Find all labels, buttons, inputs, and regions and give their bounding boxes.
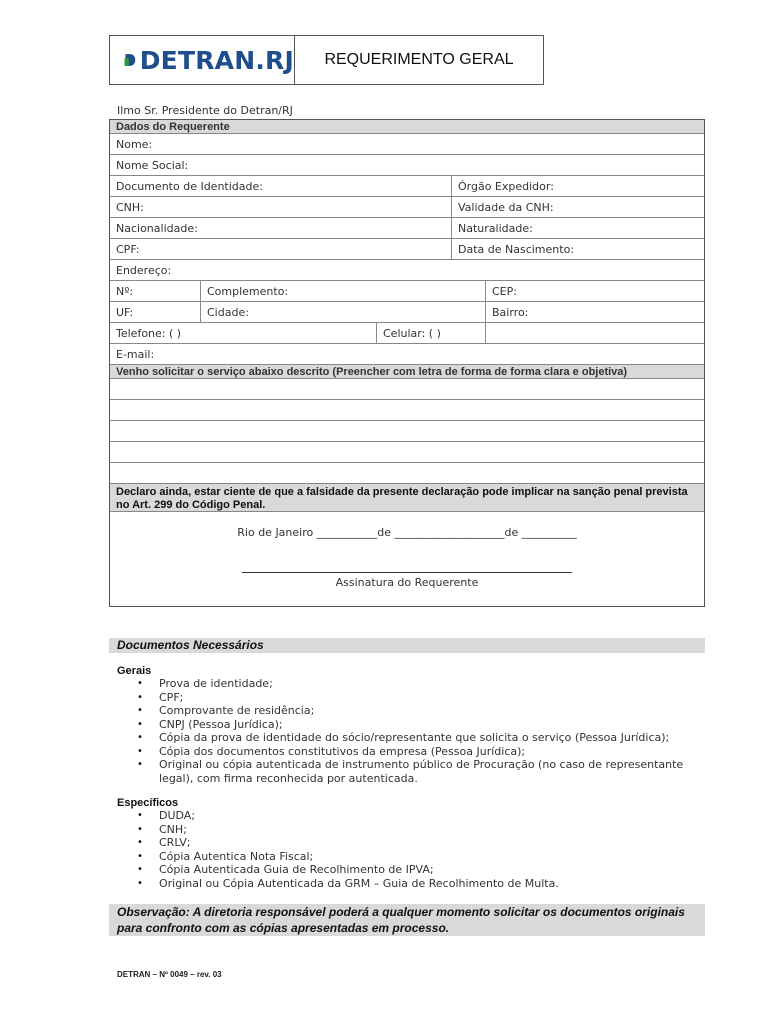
- list-item: [117, 704, 697, 718]
- observacao-text: Observação: A diretoria responsável poderá a qualquer momento solicitar os documentos originais para confronto com as cópias apresentadas em processo.: [117, 905, 685, 935]
- servico-line-2[interactable]: [110, 400, 704, 421]
- footer-code: DETRAN – Nº 0049 – rev. 03: [117, 970, 222, 979]
- row-cpf: [110, 239, 704, 260]
- cep-field[interactable]: CEP:: [485, 281, 704, 301]
- detran-logo-icon: [124, 47, 136, 73]
- servico-line-4[interactable]: [110, 442, 704, 463]
- row-nome-social: [110, 155, 704, 176]
- bullet-icon: •: [137, 877, 143, 889]
- nome-social-field[interactable]: Nome Social:: [116, 158, 189, 172]
- list-item-text: CNH;: [159, 822, 187, 836]
- list-item-text: Original ou cópia autenticada de instrumento público de Procuração (no caso de representante legal), com firma reconhecida por autenticada.: [159, 758, 684, 785]
- list-item-text: CNPJ (Pessoa Jurídica);: [159, 717, 283, 731]
- telefone-field[interactable]: Telefone: ( ): [116, 326, 182, 340]
- list-item-text: Cópia dos documentos constitutivos da empresa (Pessoa Jurídica);: [159, 744, 526, 758]
- list-item: [117, 731, 697, 745]
- list-item: [117, 758, 697, 785]
- list-item-text: CPF;: [159, 690, 184, 704]
- validade-cnh-field[interactable]: Validade da CNH:: [451, 197, 704, 217]
- requerimento-form: [109, 119, 705, 607]
- bairro-field[interactable]: Bairro:: [485, 302, 704, 322]
- bullet-icon: •: [137, 864, 143, 875]
- cpf-field[interactable]: CPF:: [116, 242, 140, 256]
- date-line[interactable]: Rio de Janeiro ___________de ____________________de __________: [237, 526, 577, 539]
- row-nome: [110, 134, 704, 155]
- servico-line-5[interactable]: [110, 463, 704, 484]
- row-declaracao: [110, 484, 704, 512]
- form-title: REQUERIMENTO GERAL: [324, 51, 514, 68]
- logo: [110, 36, 295, 84]
- row-endereco: [110, 260, 704, 281]
- documents-gerais: [117, 665, 697, 785]
- naturalidade-field[interactable]: Naturalidade:: [451, 218, 704, 238]
- bullet-icon: •: [137, 810, 143, 821]
- orgao-expedidor-field[interactable]: Órgão Expedidor:: [451, 176, 704, 196]
- list-item-text: CRLV;: [159, 836, 191, 849]
- salutation: Ilmo Sr. Presidente do Detran/RJ: [117, 104, 293, 117]
- bullet-icon: •: [137, 850, 143, 862]
- section-requerente-label: Dados do Requerente: [116, 120, 230, 133]
- documents-especificos: [117, 797, 697, 890]
- list-item-text: Prova de identidade;: [159, 677, 273, 690]
- nome-field[interactable]: Nome:: [116, 137, 153, 151]
- uf-field[interactable]: UF:: [116, 305, 134, 319]
- telefone-extra-field[interactable]: [485, 323, 704, 343]
- numero-field[interactable]: Nº:: [116, 284, 134, 298]
- list-item: [117, 850, 697, 864]
- data-nascimento-field[interactable]: Data de Nascimento:: [451, 239, 704, 259]
- section-servico-label: Venho solicitar o serviço abaixo descrito (Preencher com letra de forma de forma clara e objetiva): [116, 365, 628, 378]
- servico-line-1[interactable]: [110, 379, 704, 400]
- list-item: [117, 823, 697, 837]
- documento-identidade-field[interactable]: Documento de Identidade:: [116, 179, 263, 193]
- list-item: [117, 691, 697, 705]
- list-item-text: Cópia da prova de identidade do sócio/representante que solicita o serviço (Pessoa Jurídica);: [159, 731, 670, 744]
- gerais-list: [117, 677, 697, 785]
- bullet-icon: •: [137, 678, 143, 689]
- cnh-field[interactable]: CNH:: [116, 200, 144, 214]
- list-item: [117, 877, 697, 891]
- list-item: [117, 677, 697, 691]
- row-cnh: [110, 197, 704, 218]
- list-item-text: DUDA;: [159, 809, 196, 822]
- row-documento: [110, 176, 704, 197]
- list-item: [117, 745, 697, 759]
- complemento-field[interactable]: Complemento:: [200, 281, 485, 301]
- bullet-icon: •: [137, 718, 143, 730]
- section-requerente: [110, 120, 704, 134]
- documents-title: Documentos Necessários: [117, 638, 264, 652]
- bullet-icon: •: [137, 745, 143, 757]
- list-item: [117, 809, 697, 823]
- bullet-icon: •: [137, 837, 143, 848]
- signature-label: Assinatura do Requerente: [335, 576, 479, 589]
- declaracao-text: Declaro ainda, estar ciente de que a falsidade da presente declaração pode implicar na sanção penal prevista no Art. 299 do Código Penal.: [110, 484, 704, 511]
- list-item-text: Comprovante de residência;: [159, 704, 315, 717]
- endereco-field[interactable]: Endereço:: [116, 263, 172, 277]
- section-servico: [110, 365, 704, 379]
- especificos-list: [117, 809, 697, 890]
- list-item: [117, 836, 697, 850]
- list-item: [117, 863, 697, 877]
- bullet-icon: •: [137, 823, 143, 835]
- especificos-title: Específicos: [117, 797, 179, 809]
- list-item-text: Original ou Cópia Autenticada da GRM – Guia de Recolhimento de Multa.: [159, 876, 559, 890]
- list-item-text: Cópia Autentica Nota Fiscal;: [159, 849, 314, 863]
- signature-area: [110, 512, 704, 606]
- email-field[interactable]: E-mail:: [116, 347, 155, 361]
- row-email: [110, 344, 704, 365]
- row-uf: [110, 302, 704, 323]
- gerais-title: Gerais: [117, 665, 152, 677]
- nacionalidade-field[interactable]: Nacionalidade:: [116, 221, 198, 235]
- row-telefone: [110, 323, 704, 344]
- celular-field[interactable]: Celular: ( ): [376, 323, 485, 343]
- signature-line[interactable]: [242, 572, 572, 573]
- logo-text: DETRAN.RJ: [139, 45, 294, 75]
- bullet-icon: •: [137, 691, 143, 703]
- list-item-text: Cópia Autenticada Guia de Recolhimento de IPVA;: [159, 863, 434, 876]
- form-header: [109, 35, 544, 85]
- row-nacionalidade: [110, 218, 704, 239]
- bullet-icon: •: [137, 705, 143, 716]
- servico-line-3[interactable]: [110, 421, 704, 442]
- bullet-icon: •: [137, 759, 143, 770]
- cidade-field[interactable]: Cidade:: [200, 302, 485, 322]
- bullet-icon: •: [137, 732, 143, 743]
- row-numero: [110, 281, 704, 302]
- list-item: [117, 718, 697, 732]
